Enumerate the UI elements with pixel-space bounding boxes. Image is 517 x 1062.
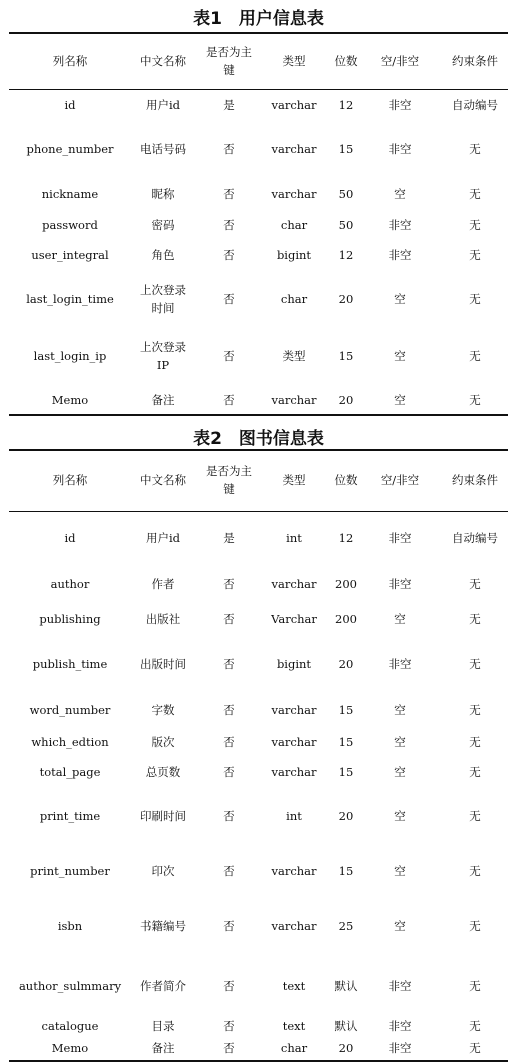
table-row [0, 511, 517, 565]
table-cell: char [280, 1040, 308, 1055]
table-cell: 非空 [388, 656, 412, 671]
table-cell: 是 [223, 97, 235, 112]
table-row [0, 120, 517, 178]
table-cell: isbn [57, 919, 83, 933]
table-row [0, 210, 517, 239]
table-cell: author [50, 577, 90, 591]
table-cell: text [282, 979, 306, 993]
table-row [0, 897, 517, 955]
table-cell: 否 [223, 217, 235, 232]
table-cell: 否 [223, 1040, 235, 1055]
table-cell: 否 [223, 765, 235, 779]
table-row [0, 565, 517, 603]
table-cell: 无 [469, 142, 481, 156]
table-cell: 无 [469, 864, 481, 878]
table-cell: 默认 [334, 1019, 358, 1033]
table-cell: 15 [338, 864, 354, 878]
table-cell: 无 [469, 187, 481, 201]
table-cell: 空 [394, 919, 406, 933]
table-cell: 用户id [145, 97, 181, 112]
table-cell: 作者 [151, 577, 175, 591]
table-row [0, 271, 517, 326]
table-cell: 无 [469, 393, 481, 407]
table-cell: 否 [223, 979, 235, 993]
table-row [0, 787, 517, 845]
table-cell: 非空 [388, 1040, 412, 1055]
table-cell: 类型 [282, 349, 306, 363]
table-cell: Memo [51, 393, 89, 407]
table-cell: 空 [394, 291, 406, 306]
table-header-row [0, 32, 517, 89]
table-cell: 无 [469, 1040, 481, 1055]
table-cell: 是 [223, 531, 235, 545]
table-cell: 非空 [388, 217, 412, 232]
table-cell: 印次 [151, 864, 175, 878]
table-cell: 200 [335, 577, 357, 591]
table-cell: 20 [338, 656, 354, 671]
table-cell: 无 [469, 577, 481, 591]
table-cell: 无 [469, 612, 481, 626]
table-cell: 非空 [388, 97, 412, 112]
table-cell: 否 [223, 142, 235, 156]
table-cell: 非空 [388, 979, 412, 993]
table-header-row [0, 449, 517, 511]
table-cell: int [286, 531, 302, 545]
table-cell: 否 [223, 291, 235, 306]
table-cell: 否 [223, 349, 235, 363]
table-cell: 无 [469, 291, 481, 306]
table-cell: 否 [223, 612, 235, 626]
table-cell: 无 [469, 349, 481, 363]
table-row [0, 692, 517, 727]
table-cell: 空 [394, 702, 406, 717]
column-header: 列名称 [52, 53, 88, 68]
table-cell: text [282, 1019, 306, 1033]
table-cell: 否 [223, 248, 235, 262]
table-cell: publishing [39, 612, 101, 626]
table-cell: password [42, 217, 98, 232]
table-cell: 否 [223, 393, 235, 407]
column-header: 类型 [282, 53, 306, 68]
table-row [0, 239, 517, 271]
table-row [0, 727, 517, 757]
table-cell: total_page [39, 765, 101, 779]
table-cell: 空 [394, 765, 406, 779]
table-cell: 出版社 [145, 612, 181, 626]
table-cell: 角色 [151, 248, 175, 262]
table-cell: varchar [271, 765, 317, 779]
table-row [0, 603, 517, 635]
table-cell: nickname [41, 187, 99, 201]
table-row [0, 386, 517, 414]
table-cell: 无 [469, 656, 481, 671]
table-cell: Varchar [271, 612, 317, 626]
table-cell: publish_time [32, 656, 108, 671]
table-cell: 50 [338, 187, 354, 201]
table-cell: varchar [271, 735, 317, 749]
table-cell: varchar [271, 142, 317, 156]
table-cell: varchar [271, 864, 317, 878]
table-cell: varchar [271, 702, 317, 717]
table-cell: 50 [338, 217, 354, 232]
table-cell: 否 [223, 809, 235, 823]
table-cell: 12 [338, 248, 354, 262]
table-cell: 非空 [388, 577, 412, 591]
table-cell: 15 [338, 765, 354, 779]
table-cell: 否 [223, 1019, 235, 1033]
table-cell: 无 [469, 217, 481, 232]
table-row [0, 1017, 517, 1035]
table-cell: 15 [338, 702, 354, 717]
table-cell: 备注 [151, 1040, 175, 1055]
table-cell: 无 [469, 765, 481, 779]
table-cell: 版次 [151, 735, 175, 749]
table-cell: varchar [271, 187, 317, 201]
table-cell: 目录 [151, 1019, 175, 1033]
column-header: 位数 [334, 53, 358, 68]
table-row [0, 635, 517, 692]
table-cell: 书籍编号 [140, 919, 186, 933]
table-cell: 15 [338, 142, 354, 156]
table-cell: 自动编号 [452, 531, 498, 545]
table-cell: 无 [469, 702, 481, 717]
table-cell: 20 [338, 393, 354, 407]
table-cell: 非空 [388, 531, 412, 545]
table-cell: word_number [29, 702, 111, 717]
table-cell: 印刷时间 [140, 809, 186, 823]
table-cell: 15 [338, 349, 354, 363]
table-cell: phone_number [26, 142, 114, 156]
user-info-table [0, 0, 517, 415]
table-cell: catalogue [41, 1019, 99, 1033]
table-cell: 电话号码 [140, 142, 186, 156]
table-cell: 空 [394, 735, 406, 749]
table-caption: 表2 图书信息表 [193, 429, 324, 449]
table-cell: bigint [276, 656, 312, 671]
table-cell: 20 [338, 1040, 354, 1055]
table-row [0, 89, 517, 120]
column-header: 中文名称 [140, 53, 186, 68]
column-header: 空/非空 [380, 53, 420, 68]
table-cell: int [286, 809, 302, 823]
table-cell: 20 [338, 291, 354, 306]
table-cell: 无 [469, 1019, 481, 1033]
table-cell: 12 [338, 97, 354, 112]
table-cell: author_sulmmary [18, 979, 122, 993]
column-header: 位数 [334, 473, 358, 487]
table-cell: 空 [394, 864, 406, 878]
table-cell: 作者简介 [140, 979, 186, 993]
column-header: 中文名称 [140, 473, 186, 487]
table-cell: 20 [338, 809, 354, 823]
table-cell: 字数 [151, 702, 175, 717]
table-cell: 否 [223, 919, 235, 933]
table-cell: 上次登录 时间 [140, 282, 186, 315]
table-cell: 出版时间 [140, 656, 186, 671]
table-row [0, 955, 517, 1017]
table-cell: 12 [338, 531, 354, 545]
table-cell: print_time [39, 809, 101, 823]
table-cell: 默认 [334, 979, 358, 993]
table-row [0, 757, 517, 787]
table-cell: 否 [223, 864, 235, 878]
table-cell: print_number [30, 864, 110, 878]
table-cell: varchar [271, 393, 317, 407]
table-cell: 上次登录 IP [140, 340, 186, 372]
table-cell: varchar [271, 97, 317, 112]
table-row [0, 326, 517, 386]
table-cell: varchar [271, 577, 317, 591]
table-cell: 空 [394, 612, 406, 626]
column-header: 是否为主 键 [206, 44, 252, 77]
table-cell: 空 [394, 187, 406, 201]
table-cell: 无 [469, 919, 481, 933]
table-cell: char [280, 217, 308, 232]
column-header: 约束条件 [452, 473, 498, 487]
table-cell: 非空 [388, 142, 412, 156]
column-header: 列名称 [52, 473, 88, 487]
table-row [0, 178, 517, 210]
table-cell: varchar [271, 919, 317, 933]
column-header: 类型 [282, 473, 306, 487]
column-header: 空/非空 [380, 473, 420, 487]
table-cell: 无 [469, 248, 481, 262]
table-cell: id [64, 97, 76, 112]
table-cell: user_integral [31, 248, 109, 262]
table-cell: 否 [223, 577, 235, 591]
table-cell: 无 [469, 809, 481, 823]
table-cell: 非空 [388, 1019, 412, 1033]
table-cell: 空 [394, 349, 406, 363]
table-cell: which_edtion [31, 735, 109, 749]
table-cell: bigint [276, 248, 312, 262]
table-cell: 空 [394, 393, 406, 407]
table-cell: 昵称 [151, 187, 175, 201]
table-row [0, 1035, 517, 1060]
table-cell: 200 [335, 612, 357, 626]
table-cell: 用户id [145, 531, 181, 545]
table-cell: 备注 [151, 393, 175, 407]
table-cell: Memo [51, 1040, 89, 1055]
table-cell: last_login_ip [33, 349, 107, 363]
table-cell: 否 [223, 735, 235, 749]
table-row [0, 845, 517, 897]
table-cell: 25 [338, 919, 354, 933]
table-cell: 自动编号 [452, 97, 498, 112]
table-cell: id [64, 531, 76, 545]
table-cell: 无 [469, 735, 481, 749]
table-cell: last_login_time [26, 291, 114, 306]
table-cell: 否 [223, 702, 235, 717]
table-cell: 15 [338, 735, 354, 749]
table-cell: 非空 [388, 248, 412, 262]
table-caption: 表1 用户信息表 [193, 9, 324, 29]
table-cell: 密码 [151, 217, 175, 232]
book-info-table [0, 415, 517, 1062]
column-header: 是否为主 键 [206, 464, 252, 496]
table-cell: char [280, 291, 308, 306]
table-cell: 否 [223, 656, 235, 671]
table-cell: 否 [223, 187, 235, 201]
table-cell: 空 [394, 809, 406, 823]
table-cell: 无 [469, 979, 481, 993]
column-header: 约束条件 [452, 53, 498, 68]
table-cell: 总页数 [145, 765, 181, 779]
